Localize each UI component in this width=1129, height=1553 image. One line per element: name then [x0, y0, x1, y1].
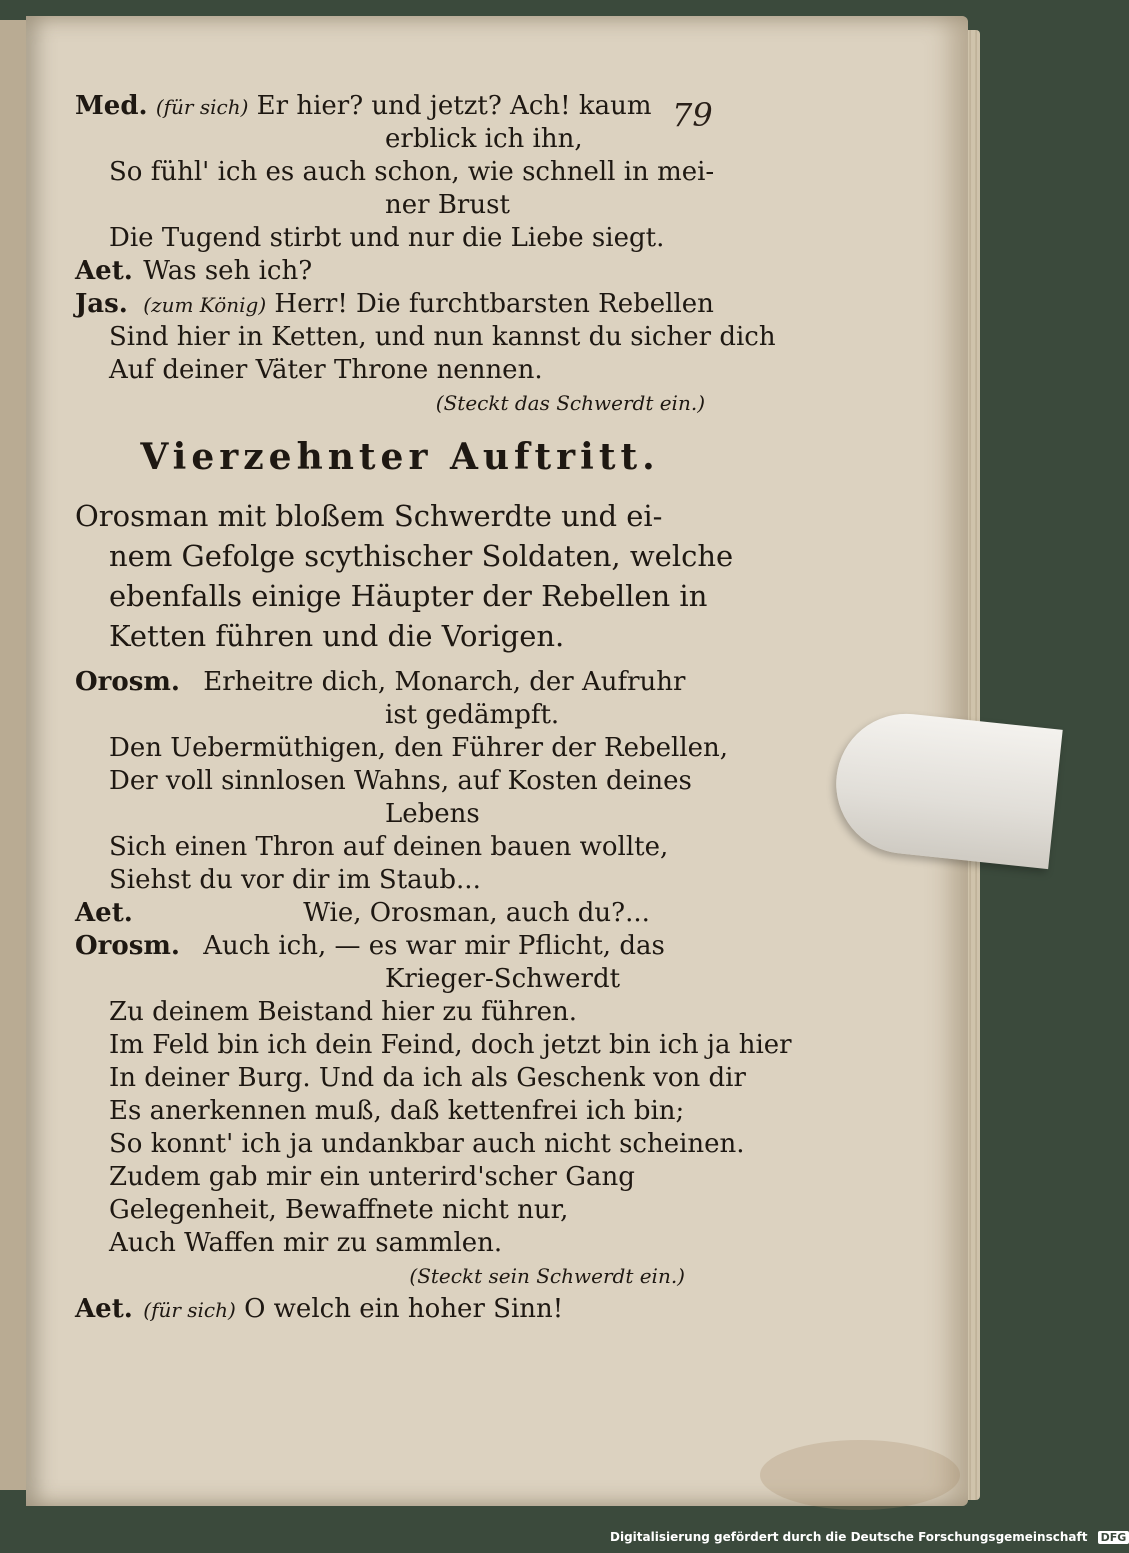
text-line: Auf deiner Väter Throne nennen.: [109, 355, 543, 385]
dfg-logo: DFG: [1098, 1531, 1129, 1544]
text-line: Die Tugend stirbt und nur die Liebe siegt.: [109, 223, 665, 253]
text-line-continuation: erblick ich ihn,: [385, 124, 583, 154]
text-line-continuation: ist gedämpft.: [385, 700, 560, 730]
line-text: Herr! Die furchtbarsten Rebellen: [274, 289, 714, 319]
line-text: Was seh ich?: [143, 256, 313, 286]
text-line: So konnt' ich ja undankbar auch nicht scheinen.: [109, 1129, 745, 1159]
text-line: Zu deinem Beistand hier zu führen.: [109, 997, 578, 1027]
text-line: Auch Waffen mir zu sammlen.: [109, 1228, 503, 1258]
stage-line: Orosman mit bloßem Schwerdte und ei-: [75, 499, 663, 533]
speaker-name: Jas.: [75, 289, 128, 319]
text-line: [75, 288, 725, 321]
speaker-name: Orosm.: [75, 931, 180, 961]
stage-aside: (zum König): [143, 293, 267, 317]
page-number: 79: [672, 96, 713, 134]
stage-line: nem Gefolge scythischer Soldaten, welche: [109, 539, 734, 573]
page-text: [75, 90, 792, 1326]
text-line: [75, 255, 725, 288]
line-text: O welch ein hoher Sinn!: [244, 1294, 564, 1324]
speaker-name: Med.: [75, 91, 148, 121]
stage-direction-right: (Steckt sein Schwerdt ein.): [409, 1264, 685, 1288]
text-line-continuation: Krieger-Schwerdt: [385, 964, 621, 994]
text-line: Den Uebermüthigen, den Führer der Rebellen,: [109, 733, 729, 763]
text-line: [75, 1293, 725, 1326]
footer-credit-text: Digitalisierung gefördert durch die Deutsche Forschungsgemeinschaft: [610, 1530, 1088, 1544]
scene-heading: Vierzehnter Auftritt.: [140, 436, 660, 478]
stage-direction-right: (Steckt das Schwerdt ein.): [435, 391, 705, 415]
text-line: In deiner Burg. Und da ich als Geschenk von dir: [109, 1063, 746, 1093]
speaker-name: Aet.: [75, 1294, 133, 1324]
stage-aside: (für sich): [143, 1298, 236, 1322]
footer-credit: [610, 1530, 1129, 1544]
text-line: Es anerkennen muß, daß kettenfrei ich bin;: [109, 1096, 685, 1126]
stage-line: Ketten führen und die Vorigen.: [109, 619, 565, 653]
text-line: Siehst du vor dir im Staub...: [109, 865, 481, 895]
speaker-name: Aet.: [75, 898, 133, 928]
text-line: Zudem gab mir ein unterird'scher Gang: [109, 1162, 635, 1192]
line-text: Erheitre dich, Monarch, der Aufruhr: [203, 667, 686, 697]
text-line: Sich einen Thron auf deinen bauen wollte,: [109, 832, 669, 862]
stage-direction-block: [75, 496, 734, 656]
stage-aside: (für sich): [155, 95, 249, 119]
line-text: Er hier? und jetzt? Ach! kaum: [256, 91, 652, 121]
text-line-continuation: Lebens: [385, 799, 480, 829]
page-stain: [760, 1440, 960, 1510]
text-line: Sind hier in Ketten, und nun kannst du sicher dich: [109, 322, 776, 352]
text-line: Der voll sinnlosen Wahns, auf Kosten deines: [109, 766, 692, 796]
text-line: [75, 90, 725, 123]
text-line: Gelegenheit, Bewaffnete nicht nur,: [109, 1195, 569, 1225]
stage-line: ebenfalls einige Häupter der Rebellen in: [109, 579, 708, 613]
text-line-continuation: ner Brust: [385, 190, 510, 220]
speaker-name: Aet.: [75, 256, 133, 286]
text-line: [75, 897, 725, 930]
text-line: Im Feld bin ich dein Feind, doch jetzt bin ich ja hier: [109, 1030, 792, 1060]
line-text: Wie, Orosman, auch du?...: [303, 898, 650, 928]
speaker-name: Orosm.: [75, 667, 180, 697]
text-line: So fühl' ich es auch schon, wie schnell in mei-: [109, 157, 715, 187]
text-line: [75, 666, 725, 699]
line-text: Auch ich, — es war mir Pflicht, das: [203, 931, 665, 961]
text-line: [75, 930, 725, 963]
